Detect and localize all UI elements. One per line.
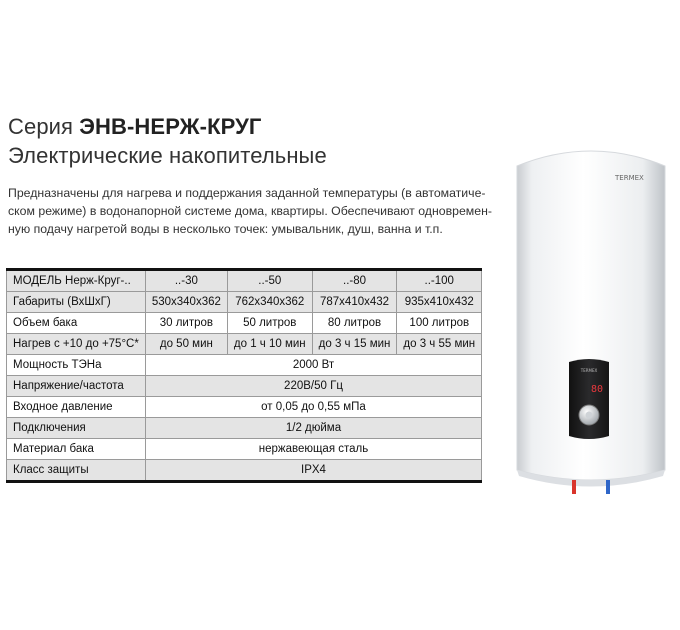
- row-label: Материал бака: [7, 439, 146, 460]
- table-header-row: [7, 270, 482, 292]
- table-row: [7, 418, 482, 439]
- table-cell: нержавеющая сталь: [145, 439, 481, 460]
- table-cell: от 0,05 до 0,55 мПа: [145, 397, 481, 418]
- table-cell: 30 литров: [145, 313, 227, 334]
- table-cell: до 50 мин: [145, 334, 227, 355]
- page-subtitle: Электрические накопительные: [8, 143, 327, 168]
- row-label: Входное давление: [7, 397, 146, 418]
- row-label: Напряжение/частота: [7, 376, 146, 397]
- table-row: [7, 397, 482, 418]
- table-cell: 762x340x362: [227, 292, 312, 313]
- row-label: Подключения: [7, 418, 146, 439]
- column-header: ..-30: [145, 270, 227, 292]
- table-row: [7, 439, 482, 460]
- table-cell: 530x340x362: [145, 292, 227, 313]
- table-cell: до 1 ч 10 мин: [227, 334, 312, 355]
- table-row: [7, 313, 482, 334]
- description-line: ную подачу нагретой воды в несколько точек: умывальник, душ, ванна и т.п.: [8, 222, 443, 236]
- brand-label: TERMEX: [615, 174, 644, 182]
- table-cell: 935x410x432: [397, 292, 482, 313]
- hot-water-pipe: [572, 480, 576, 494]
- water-heater-image: [505, 140, 677, 630]
- column-header: ..-50: [227, 270, 312, 292]
- table-cell: IPX4: [145, 460, 481, 482]
- table-cell: 2000 Вт: [145, 355, 481, 376]
- row-label: Габариты (ВхШхГ): [7, 292, 146, 313]
- row-label: Нагрев с +10 до +75°С*: [7, 334, 146, 355]
- column-header: ..-80: [312, 270, 397, 292]
- knob-center: [586, 412, 593, 419]
- row-label: Мощность ТЭНа: [7, 355, 146, 376]
- series-name: ЭНВ-НЕРЖ-КРУГ: [79, 114, 262, 139]
- row-label: Класс защиты: [7, 460, 146, 482]
- table-cell: 787x410x432: [312, 292, 397, 313]
- table-row: [7, 355, 482, 376]
- description-line: ском режиме) в водонапорной системе дома, квартиры. Обеспечивают одновремен-: [8, 204, 492, 218]
- row-label: Объем бака: [7, 313, 146, 334]
- description-line: Предназначены для нагрева и поддержания заданной температуры (в автоматиче-: [8, 186, 486, 200]
- table-row: [7, 334, 482, 355]
- table-row: [7, 376, 482, 397]
- cold-water-pipe: [606, 480, 610, 494]
- description: [8, 184, 508, 238]
- page-title: [8, 114, 261, 140]
- column-header: ..-100: [397, 270, 482, 292]
- table-cell: 1/2 дюйма: [145, 418, 481, 439]
- panel-logo: TERMEX: [580, 368, 598, 373]
- spec-table: [6, 268, 482, 483]
- table-cell: 80 литров: [312, 313, 397, 334]
- table-row: [7, 292, 482, 313]
- column-header: МОДЕЛЬ Нерж-Круг-..: [7, 270, 146, 292]
- display-readout: 80: [590, 384, 604, 395]
- table-cell: до 3 ч 15 мин: [312, 334, 397, 355]
- table-cell: 220В/50 Гц: [145, 376, 481, 397]
- series-prefix: Серия: [8, 114, 80, 139]
- table-cell: 100 литров: [397, 313, 482, 334]
- table-cell: 50 литров: [227, 313, 312, 334]
- table-row: [7, 460, 482, 482]
- table-cell: до 3 ч 55 мин: [397, 334, 482, 355]
